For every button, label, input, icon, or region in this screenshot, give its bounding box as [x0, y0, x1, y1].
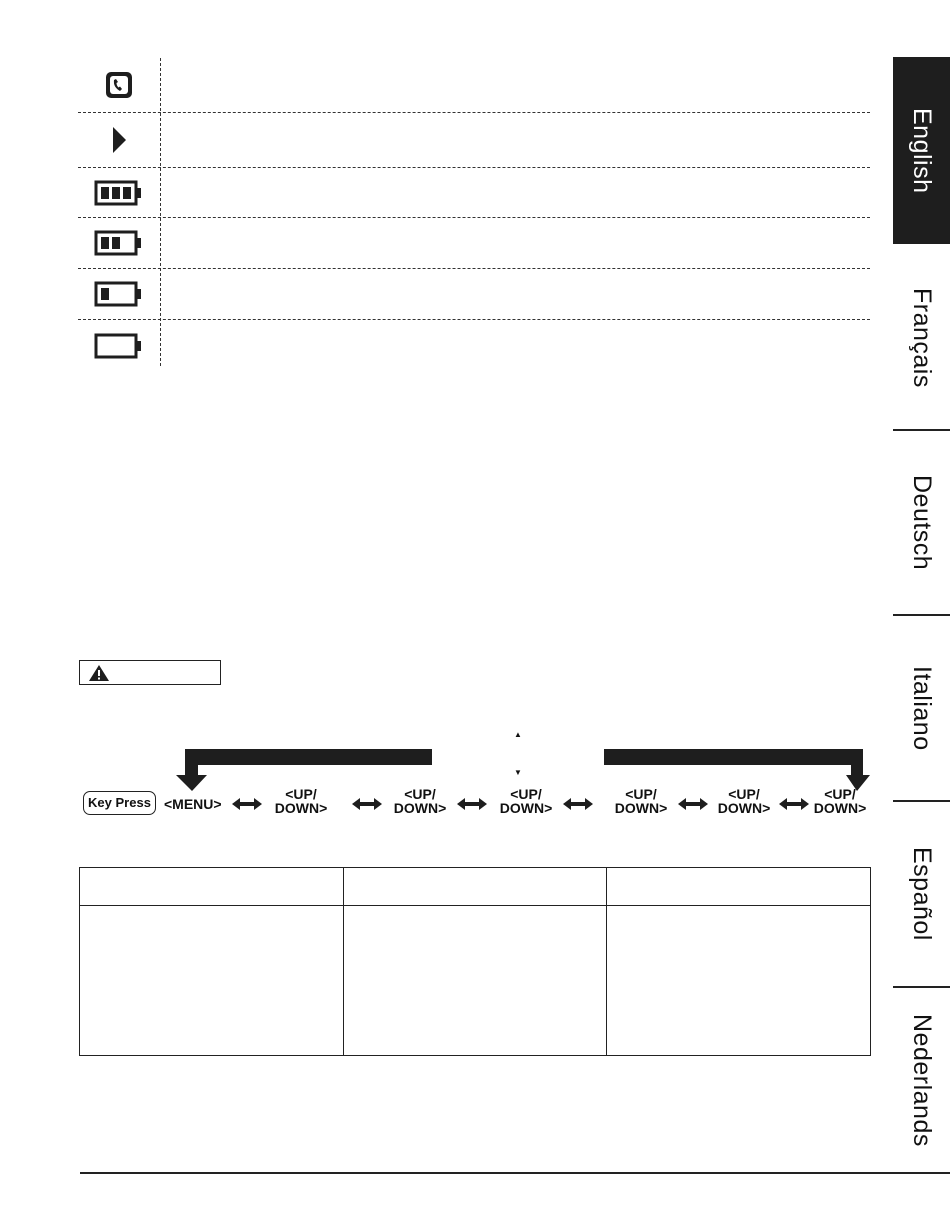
tab-label: Nederlands: [908, 1013, 936, 1147]
table-cell: [607, 906, 871, 1056]
updown-key-label: <UP/ DOWN>: [614, 786, 668, 816]
table-header-cell: [80, 868, 344, 906]
tab-label: Français: [908, 288, 936, 388]
tab-label: Deutsch: [908, 474, 936, 571]
double-arrow-icon: [678, 798, 708, 810]
menu-key-label: <MENU>: [164, 796, 222, 812]
updown-key-label: <UP/ DOWN>: [813, 786, 867, 816]
table-cell: [343, 906, 607, 1056]
double-arrow-icon: [779, 798, 809, 810]
table-header-row: [80, 868, 871, 906]
down-glyph: ▼: [514, 768, 522, 777]
table-cell: [80, 906, 344, 1056]
tab-label: English: [908, 107, 936, 194]
return-arrow-right: [604, 749, 870, 791]
key-press-badge: Key Press: [83, 791, 156, 815]
up-glyph: ▲: [514, 730, 522, 739]
return-arrow-left: [176, 749, 432, 791]
double-arrow-icon: [563, 798, 593, 810]
double-arrow-icon: [457, 798, 487, 810]
updown-key-label: <UP/ DOWN>: [274, 786, 328, 816]
double-arrow-icon: [352, 798, 382, 810]
updown-key-label: <UP/ DOWN>: [499, 786, 553, 816]
data-table: [79, 867, 871, 1056]
tab-label: Español: [908, 847, 936, 941]
tab-label: Italiano: [908, 665, 936, 751]
table-header-cell: [343, 868, 607, 906]
page-bottom-rule: [80, 1172, 950, 1174]
table-row: [80, 906, 871, 1056]
double-arrow-icon: [232, 798, 262, 810]
table-header-cell: [607, 868, 871, 906]
updown-key-label: <UP/ DOWN>: [717, 786, 771, 816]
updown-key-label: <UP/ DOWN>: [393, 786, 447, 816]
